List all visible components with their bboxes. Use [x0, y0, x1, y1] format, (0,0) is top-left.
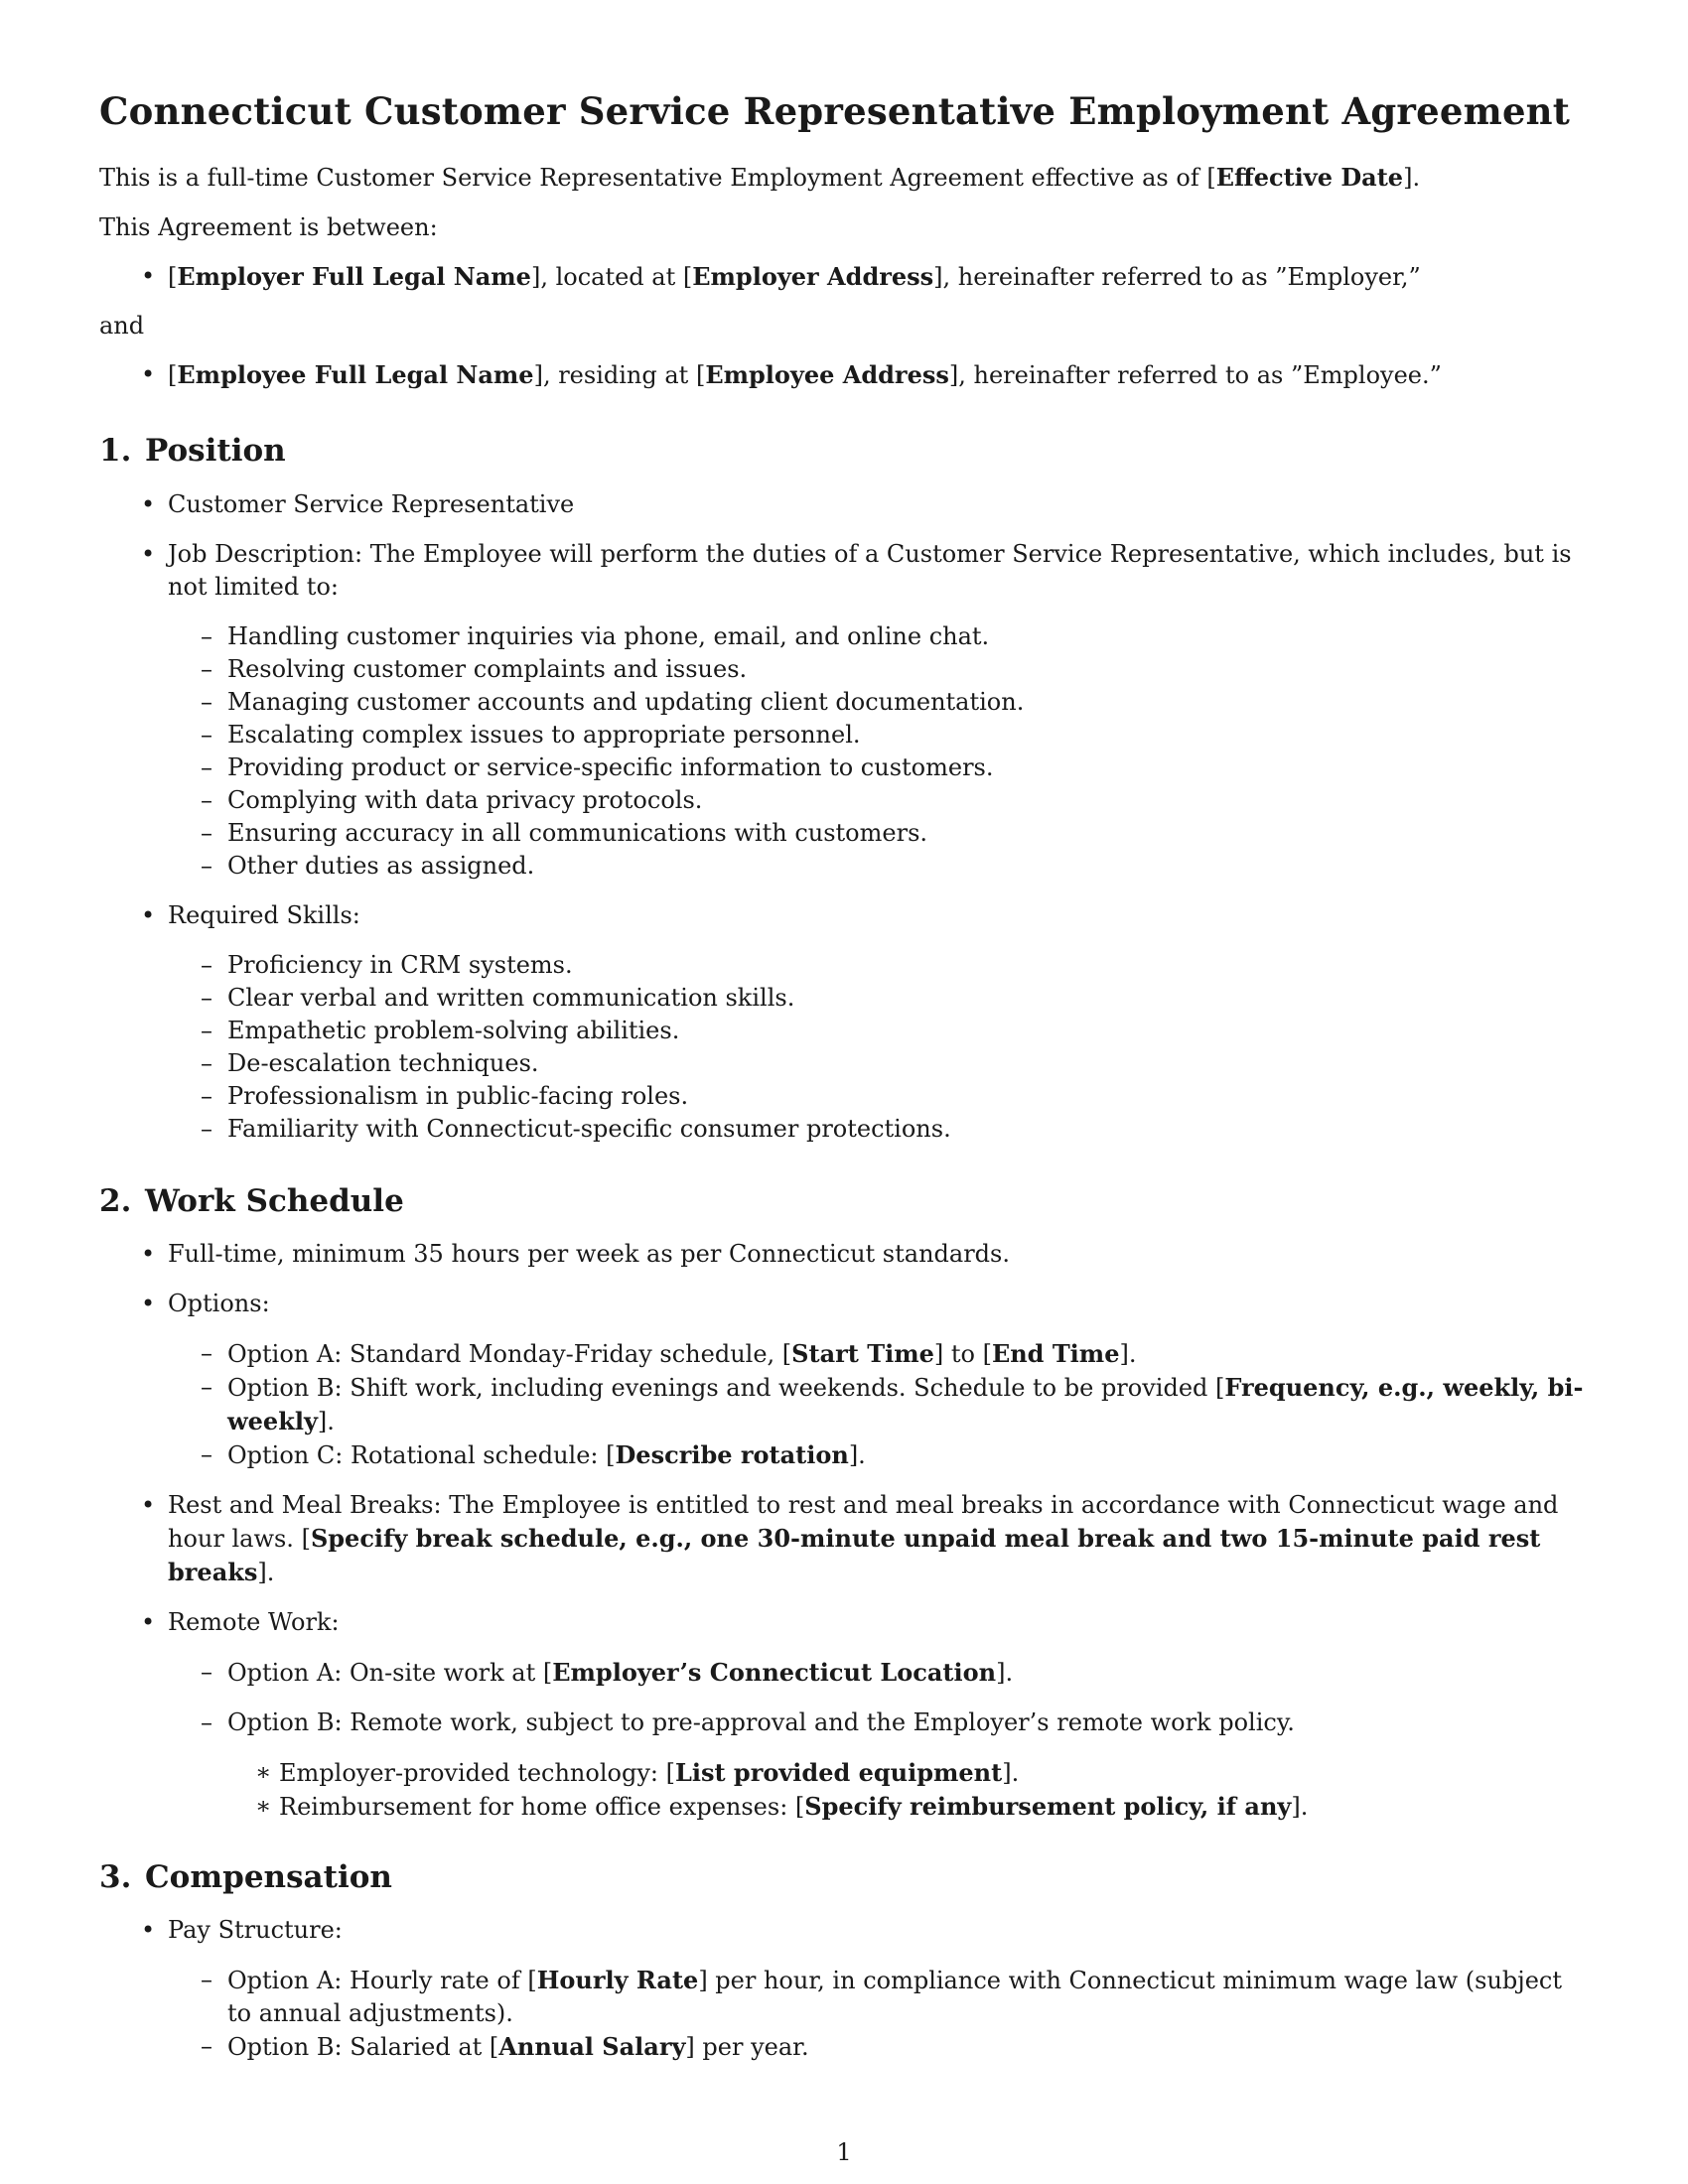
- schedule-option-a: – Option A: Standard Monday-Friday schedule, [Start Time] to [End Time].: [168, 1337, 1589, 1371]
- section-1-heading: 1. Position: [99, 433, 286, 469]
- employer-address-placeholder: Employer Address: [692, 262, 934, 291]
- schedule-options-item: • Options: – Option A: Standard Monday-Friday schedule, [Start Time] to [End Time]. – Option B: Shift work, including evenings and weekends. Schedule to be provided [Frequency, e.g., weekly, bi-weekly]. – Option C: Rotational schedule: [Describe rotation].: [99, 1288, 1589, 1472]
- section-2-body: [99, 1238, 1589, 1824]
- employer-party-item: • [Employer Full Legal Name], located at [Employer Address], hereinafter referred to as ”Employer,”: [99, 260, 1589, 294]
- schedule-options-list: [168, 1337, 1589, 1472]
- duty-item: – Handling customer inquiries via phone, email, and online chat.: [168, 620, 1589, 653]
- employer-name-placeholder: Employer Full Legal Name: [177, 262, 531, 291]
- duty-item: – Complying with data privacy protocols.: [168, 784, 1589, 817]
- employee-address-placeholder: Employee Address: [705, 360, 949, 389]
- section-3-heading: 3. Compensation: [99, 1859, 392, 1895]
- position-title-item: • Customer Service Representative: [99, 488, 1589, 521]
- page-number: 1: [836, 2138, 852, 2166]
- duty-item: – Providing product or service-specific information to customers.: [168, 751, 1589, 784]
- break-schedule-placeholder: Specify break schedule, e.g., one 30-minute unpaid meal break and two 15-minute paid rest breaks: [168, 1524, 1541, 1586]
- skill-item: – Empathetic problem-solving abilities.: [168, 1015, 1589, 1047]
- employer-party: [99, 260, 1589, 294]
- document-title: Connecticut Customer Service Representative Employment Agreement: [99, 89, 1571, 133]
- hourly-rate-placeholder: Hourly Rate: [536, 1966, 699, 1994]
- reimbursement-placeholder: Specify reimbursement policy, if any: [804, 1792, 1292, 1821]
- annual-salary-placeholder: Annual Salary: [498, 2032, 686, 2061]
- duty-item: – Resolving customer complaints and issues.: [168, 653, 1589, 686]
- effective-date-placeholder: Effective Date: [1215, 163, 1404, 192]
- schedule-option-b: – Option B: Shift work, including evenings and weekends. Schedule to be provided [Frequency, e.g., weekly, bi-weekly].: [168, 1371, 1589, 1438]
- frequency-placeholder: Frequency, e.g., weekly, bi-weekly: [227, 1373, 1584, 1435]
- remote-work-list: [168, 1656, 1589, 1824]
- location-placeholder: Employer’s Connecticut Location: [552, 1658, 997, 1687]
- rotation-placeholder: Describe rotation: [615, 1440, 849, 1469]
- section-3-body: [99, 1914, 1589, 2064]
- pay-options-list: [168, 1964, 1589, 2064]
- pay-option-a: – Option A: Hourly rate of [Hourly Rate] per hour, in compliance with Connecticut minimum wage law (subject to annual adjustments).: [168, 1964, 1589, 2030]
- remote-option-b: – Option B: Remote work, subject to pre-approval and the Employer’s remote work policy. ∗ Employer-provided technology: [List provided equipment]. ∗ Reimbursement for home office expenses: [Specify reimbursement policy, if any].: [168, 1706, 1589, 1824]
- required-skills-item: • Required Skills: – Proficiency in CRM systems. – Clear verbal and written communication skills. – Empathetic problem-solving abilities. – De-escalation techniques. – Professionalism in public-facing roles. – Familiarity with Connecticut-specific consumer protections.: [99, 899, 1589, 1146]
- skill-item: – Clear verbal and written communication skills.: [168, 982, 1589, 1015]
- section-1-body: [99, 488, 1589, 1146]
- remote-option-a: – Option A: On-site work at [Employer’s Connecticut Location].: [168, 1656, 1589, 1690]
- duty-item: – Managing customer accounts and updating client documentation.: [168, 686, 1589, 719]
- and-line: and: [99, 312, 145, 340]
- skills-list: [168, 949, 1589, 1146]
- job-description-item: • Job Description: The Employee will perform the duties of a Customer Service Representative, which includes, but is not limited to: – Handling customer inquiries via phone, email, and online chat. – Resolving customer complaints and issues. – Managing customer accounts and updating client documentation. – Escalating complex issues to appropriate personnel. – Providing product or service-specific information to customers. – Complying with data privacy protocols. – Ensuring accuracy in all communications with customers. – Other duties as assigned.: [99, 538, 1589, 883]
- schedule-option-c: – Option C: Rotational schedule: [Describe rotation].: [168, 1438, 1589, 1472]
- skill-item: – De-escalation techniques.: [168, 1047, 1589, 1080]
- remote-work-item: • Remote Work: – Option A: On-site work at [Employer’s Connecticut Location]. – Option B: Remote work, subject to pre-approval and the Employer’s remote work policy. ∗ Employer-provided technology: [List provided equipment]. ∗ Reimbursement for home office expenses: [Specify reimbursement policy, if any].: [99, 1606, 1589, 1824]
- technology-item: ∗ Employer-provided technology: [List provided equipment].: [227, 1756, 1589, 1790]
- pay-option-b: – Option B: Salaried at [Annual Salary] per year.: [168, 2030, 1589, 2064]
- skill-item: – Familiarity with Connecticut-specific consumer protections.: [168, 1113, 1589, 1146]
- breaks-item: • Rest and Meal Breaks: The Employee is entitled to rest and meal breaks in accordance with Connecticut wage and hour laws. [Specify break schedule, e.g., one 30-minute unpaid meal break and two 15-minute paid rest breaks].: [99, 1489, 1589, 1589]
- section-2-heading: 2. Work Schedule: [99, 1183, 404, 1219]
- duties-list: [168, 620, 1589, 883]
- reimbursement-item: ∗ Reimbursement for home office expenses: [Specify reimbursement policy, if any].: [227, 1790, 1589, 1824]
- employee-name-placeholder: Employee Full Legal Name: [177, 360, 534, 389]
- duty-item: – Other duties as assigned.: [168, 850, 1589, 883]
- equipment-placeholder: List provided equipment: [674, 1758, 1003, 1787]
- skill-item: – Proficiency in CRM systems.: [168, 949, 1589, 982]
- fulltime-item: • Full-time, minimum 35 hours per week as per Connecticut standards.: [99, 1238, 1589, 1271]
- remote-details-list: [227, 1756, 1589, 1824]
- intro-paragraph: This is a full-time Customer Service Representative Employment Agreement effective as of [Effective Date].: [99, 163, 1421, 192]
- end-time-placeholder: End Time: [991, 1339, 1120, 1368]
- employee-party-item: • [Employee Full Legal Name], residing at [Employee Address], hereinafter referred to as ”Employee.”: [99, 358, 1589, 392]
- duty-item: – Escalating complex issues to appropriate personnel.: [168, 719, 1589, 751]
- between-line: This Agreement is between:: [99, 213, 438, 241]
- intro: [99, 161, 1589, 244]
- pay-structure-item: • Pay Structure: – Option A: Hourly rate of [Hourly Rate] per hour, in compliance with Connecticut minimum wage law (subject to annual adjustments). – Option B: Salaried at [Annual Salary] per year.: [99, 1914, 1589, 2064]
- employee-party: [99, 358, 1589, 392]
- start-time-placeholder: Start Time: [791, 1339, 934, 1368]
- skill-item: – Professionalism in public-facing roles.: [168, 1080, 1589, 1113]
- duty-item: – Ensuring accuracy in all communications with customers.: [168, 817, 1589, 850]
